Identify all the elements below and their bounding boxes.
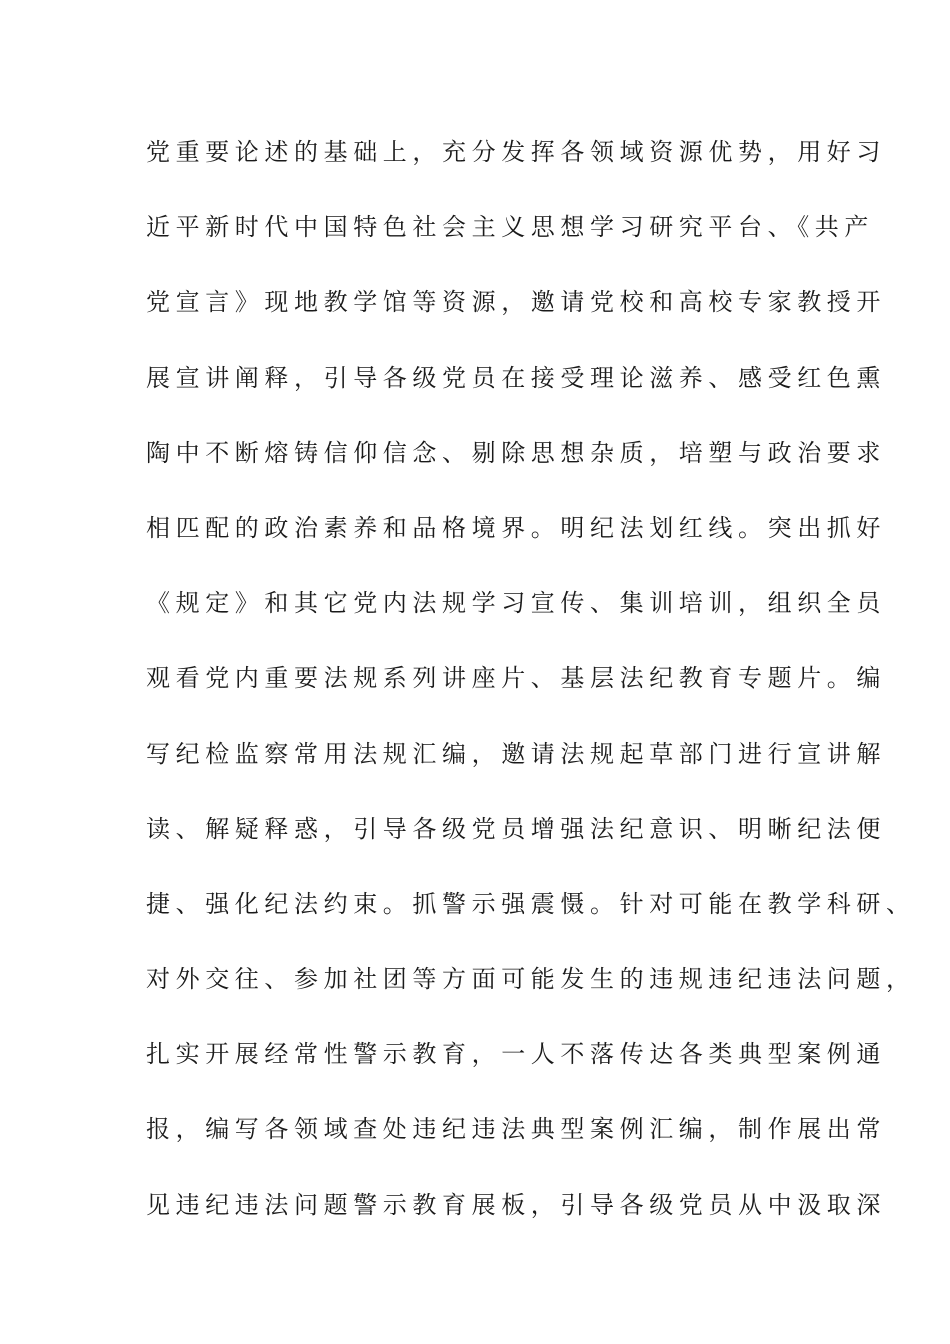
text-line: 相匹配的政治素养和品格境界。明纪法划红线。突出抓好 <box>146 513 886 542</box>
text-line: 扎实开展经常性警示教育，一人不落传达各类典型案例通 <box>146 1040 886 1069</box>
text-line: 近平新时代中国特色社会主义思想学习研究平台、《共产 <box>146 213 874 242</box>
text-line: 展宣讲阐释，引导各级党员在接受理论滋养、感受红色熏 <box>146 363 886 392</box>
text-line: 对外交往、参加社团等方面可能发生的违规违纪违法问题， <box>146 965 916 994</box>
text-line: 《规定》和其它党内法规学习宣传、集训培训，组织全员 <box>146 589 886 618</box>
text-line: 见违纪违法问题警示教育展板，引导各级党员从中汲取深 <box>146 1190 886 1219</box>
text-line: 陶中不断熔铸信仰信念、剔除思想杂质，培塑与政治要求 <box>146 438 886 467</box>
text-line: 观看党内重要法规系列讲座片、基层法纪教育专题片。编 <box>146 664 886 693</box>
text-line: 党重要论述的基础上，充分发挥各领域资源优势，用好习 <box>146 138 886 166</box>
text-line: 捷、强化纪法约束。抓警示强震慑。针对可能在教学科研、 <box>146 889 916 918</box>
text-line: 党宣言》现地教学馆等资源，邀请党校和高校专家教授开 <box>146 288 886 317</box>
text-line: 读、解疑释惑，引导各级党员增强法纪意识、明晰纪法便 <box>146 814 886 843</box>
body-text <box>146 124 916 1252</box>
text-line: 写纪检监察常用法规汇编，邀请法规起草部门进行宣讲解 <box>146 739 886 768</box>
text-line: 报，编写各领域查处违纪违法典型案例汇编，制作展出常 <box>146 1115 886 1144</box>
